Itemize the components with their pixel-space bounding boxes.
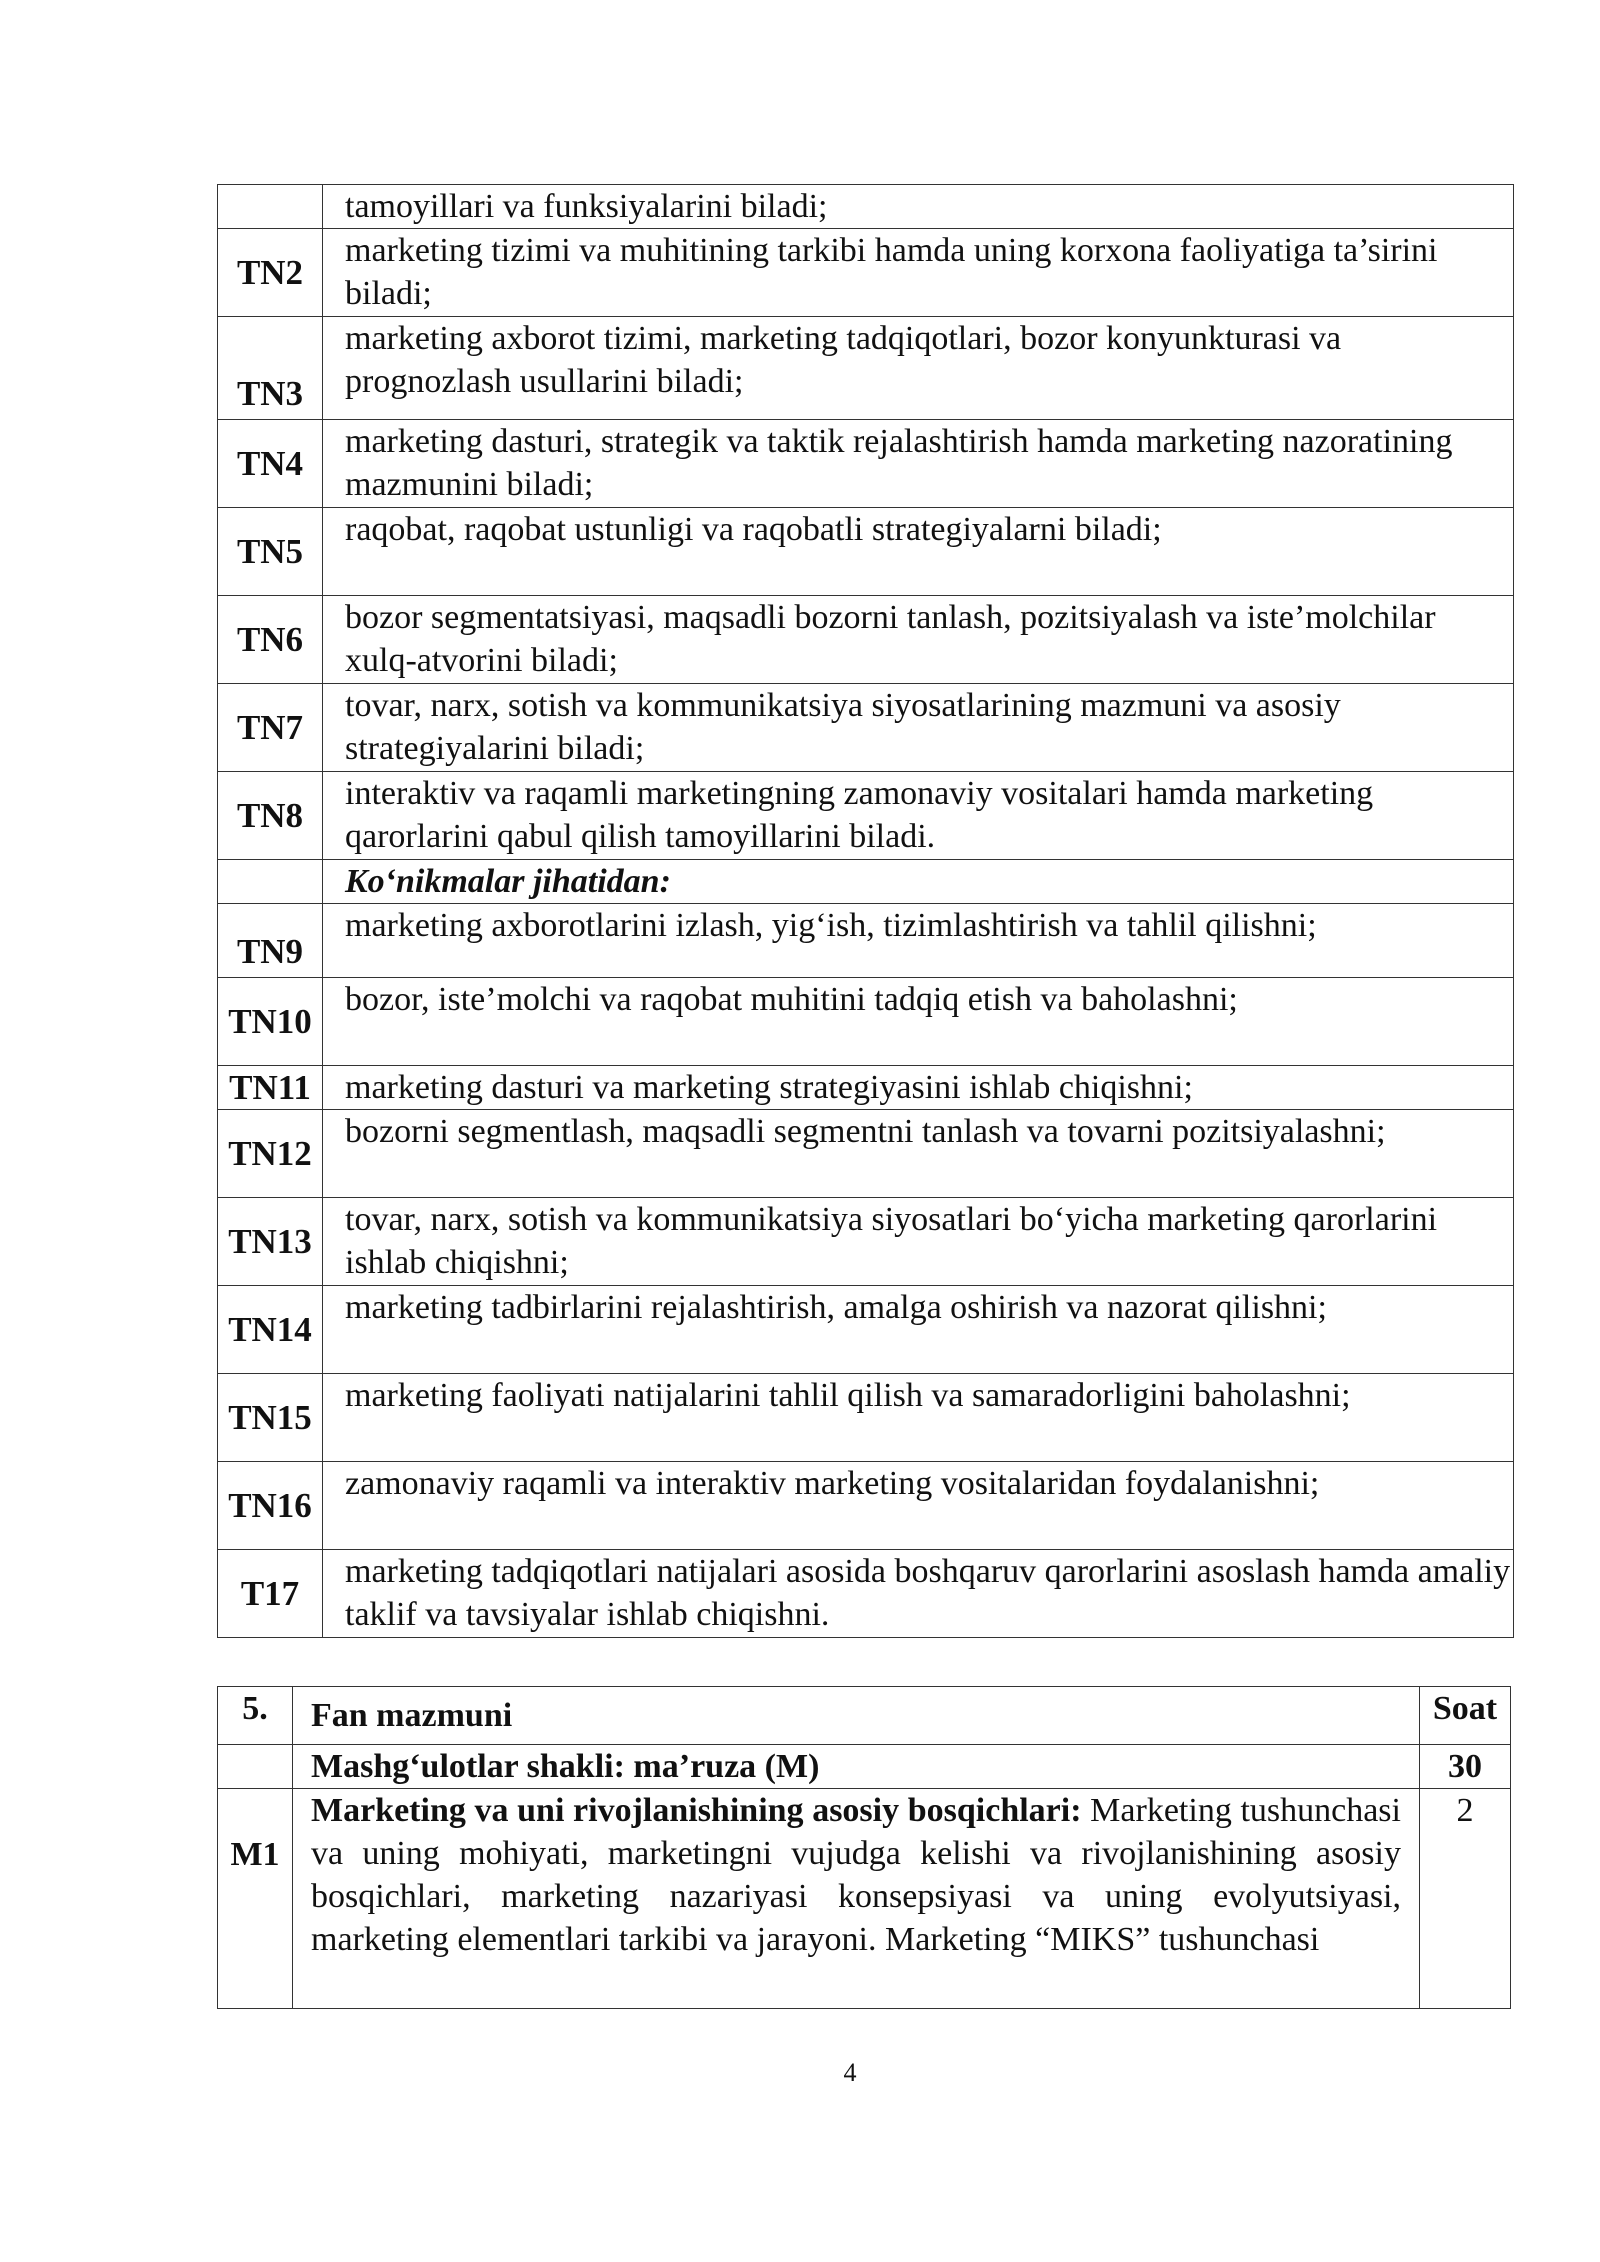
outcome-text: raqobat, raqobat ustunligi va raqobatli strategiyalarni biladi; xyxy=(323,508,1514,596)
module-description xyxy=(293,1789,1420,2009)
outcome-code xyxy=(218,860,323,904)
outcome-code: TN12 xyxy=(218,1110,323,1198)
outcome-code: TN4 xyxy=(218,420,323,508)
empty-cell xyxy=(218,1745,293,1789)
outcome-text: tovar, narx, sotish va kommunikatsiya siyosatlarining mazmuni va asosiy strategiyalarini biladi; xyxy=(323,684,1514,772)
outcome-code: TN15 xyxy=(218,1374,323,1462)
outcome-text: interaktiv va raqamli marketingning zamonaviy vositalari hamda marketing qarorlarini qabul qilish tamoyillarini biladi. xyxy=(323,772,1514,860)
outcome-code: TN7 xyxy=(218,684,323,772)
outcome-code: T17 xyxy=(218,1550,323,1638)
outcome-code: TN8 xyxy=(218,772,323,860)
lesson-form-hours: 30 xyxy=(1420,1745,1511,1789)
outcome-text: tovar, narx, sotish va kommunikatsiya siyosatlari bo‘yicha marketing qarorlarini ishlab chiqishni; xyxy=(323,1198,1514,1286)
outcome-text: marketing tadqiqotlari natijalari asosida boshqaruv qarorlarini asoslash hamda amaliy taklif va tavsiyalar ishlab chiqishni. xyxy=(323,1550,1514,1638)
course-content-table xyxy=(217,1686,1511,2009)
lesson-form-label: Mashg‘ulotlar shakli: ma’ruza (M) xyxy=(293,1745,1420,1789)
outcome-code: TN14 xyxy=(218,1286,323,1374)
outcome-text: bozorni segmentlash, maqsadli segmentni tanlash va tovarni pozitsiyalashni; xyxy=(323,1110,1514,1198)
outcome-code: TN16 xyxy=(218,1462,323,1550)
outcome-text: marketing axborot tizimi, marketing tadqiqotlari, bozor konyunkturasi va prognozlash usullarini biladi; xyxy=(323,317,1514,420)
page-number: 4 xyxy=(843,2058,857,2087)
outcome-text: tamoyillari va funksiyalarini biladi; xyxy=(323,185,1514,229)
outcome-code: TN11 xyxy=(218,1066,323,1110)
module-text: Marketing tushunchasi va uning mohiyati, marketingni vujudga kelishi va rivojlanishining asosiy bosqichlari, marketing nazariyasi konsepsiyasi va uning evolyutsiyasi, marketing elementlari tarkibi va jarayoni. Marketing “MIKS” tushunchasi xyxy=(311,1792,1401,1958)
outcome-text: marketing tizimi va muhitining tarkibi hamda uning korxona faoliyatiga ta’sirini biladi; xyxy=(323,229,1514,317)
outcome-code: TN13 xyxy=(218,1198,323,1286)
outcome-text: marketing tadbirlarini rejalashtirish, amalga oshirish va nazorat qilishni; xyxy=(323,1286,1514,1374)
module-title: Marketing va uni rivojlanishining asosiy bosqichlari: xyxy=(311,1792,1082,1829)
outcome-text: bozor segmentatsiyasi, maqsadli bozorni tanlash, pozitsiyalash va iste’molchilar xulq-atvorini biladi; xyxy=(323,596,1514,684)
outcome-code: TN5 xyxy=(218,508,323,596)
outcome-text: marketing axborotlarini izlash, yig‘ish, tizimlashtirish va tahlil qilishni; xyxy=(323,904,1514,978)
outcome-code xyxy=(218,185,323,229)
outcome-text: marketing dasturi, strategik va taktik rejalashtirish hamda marketing nazoratining mazmunini biladi; xyxy=(323,420,1514,508)
learning-outcomes-table xyxy=(217,184,1514,1638)
outcome-code: TN10 xyxy=(218,978,323,1066)
outcome-text: marketing dasturi va marketing strategiyasini ishlab chiqishni; xyxy=(323,1066,1514,1110)
hours-header: Soat xyxy=(1420,1687,1511,1745)
outcome-code: TN2 xyxy=(218,229,323,317)
skills-subheading: Ko‘nikmalar jihatidan: xyxy=(323,860,1514,904)
outcome-text: bozor, iste’molchi va raqobat muhitini tadqiq etish va baholashni; xyxy=(323,978,1514,1066)
content-header-title: Fan mazmuni xyxy=(293,1687,1420,1745)
outcome-text: zamonaviy raqamli va interaktiv marketing vositalaridan foydalanishni; xyxy=(323,1462,1514,1550)
outcome-code: TN3 xyxy=(218,317,323,420)
outcome-code: TN9 xyxy=(218,904,323,978)
outcome-text: marketing faoliyati natijalarini tahlil qilish va samaradorligini baholashni; xyxy=(323,1374,1514,1462)
module-code: M1 xyxy=(218,1789,293,2009)
section-number: 5. xyxy=(218,1687,293,1745)
module-hours: 2 xyxy=(1420,1789,1511,2009)
outcome-code: TN6 xyxy=(218,596,323,684)
